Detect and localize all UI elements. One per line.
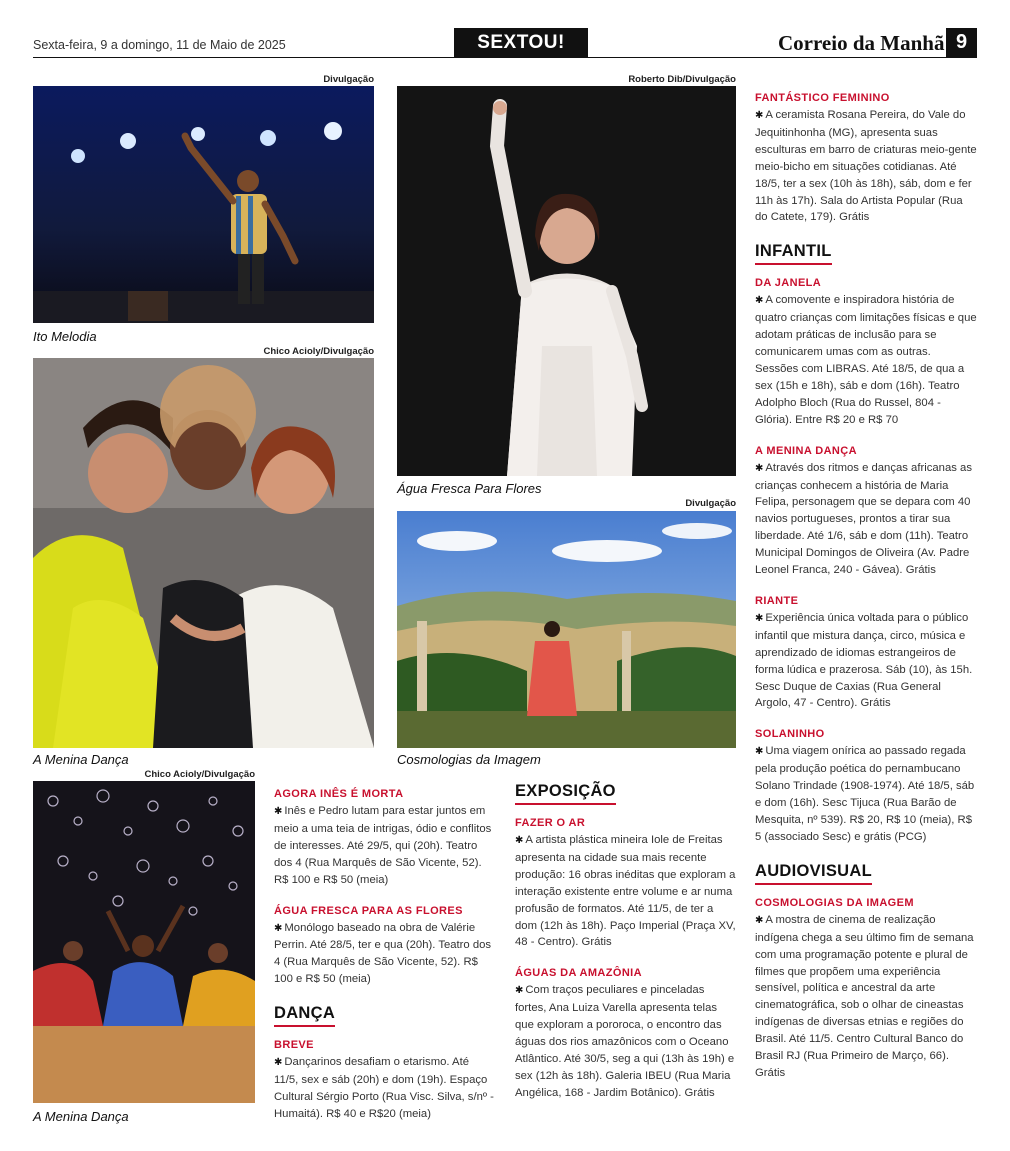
bullet-icon: ✱: [274, 1057, 283, 1069]
photo-credit: Roberto Dib/Divulgação: [628, 74, 736, 85]
column-exposicao: [515, 782, 736, 1118]
listing-body: Experiência única voltada para o público infantil que mistura dança, circo, música e aprendizado de idiomas estrangeiros de forma lúdica e prazerosa. Sáb (10), às 15h. Sesc Duque de Caxias (Rua General Argolo, 47 - Centro). Grátis: [755, 611, 973, 710]
listing-item: [274, 1039, 496, 1123]
section-heading-exposicao: EXPOSIÇÃO: [515, 782, 616, 805]
listing-title: ÁGUA FRESCA PARA AS FLORES: [274, 904, 463, 917]
photo-trio-singers: [33, 358, 374, 748]
listing-item: [755, 728, 977, 845]
bullet-icon: ✱: [274, 806, 283, 817]
photo-caption: Ito Melodia: [33, 329, 97, 344]
listing-item: [755, 897, 977, 1082]
listing-item: [274, 788, 496, 889]
newspaper-brand: Correio da Manhã: [778, 31, 945, 55]
bullet-icon: ✱: [755, 295, 764, 307]
listing-title: RIANTE: [755, 594, 799, 607]
page-header: [33, 28, 977, 58]
photo-credit: Chico Acioly/Divulgação: [144, 769, 255, 780]
listing-body: A ceramista Rosana Pereira, do Vale do Jequitinhonha (MG), apresenta suas esculturas em barro de criaturas meio-gente meio-bicho em situações cotidianas. Até 18/5, ter a sex (10h às 18h), sáb, dom e fer 11h às 17h). Sala do Artista Popular (Rua do Catete, 179). Grátis: [755, 109, 977, 224]
listing-body: A artista plástica mineira Iole de Freitas apresenta na cidade sua mais recente produção: 16 obras inéditas que exploram a interação existente entre volume e ar numa profusão de formatos. Até 11/5, de ter a dom (12h às 18h). Paço Imperial (Praça XV, 48 - Centro). Grátis: [515, 834, 736, 949]
photo-caption: A Menina Dança: [33, 752, 129, 767]
page-number: 9: [946, 28, 977, 57]
photo-agua-fresca: [397, 86, 736, 476]
section-heading-audiovisual: AUDIOVISUAL: [755, 862, 872, 885]
listing-body: Com traços peculiares e pinceladas fortes, Ana Luiza Varella apresenta telas que exploram a pororoca, o encontro das águas dos rios amazônicos com o Oceano Atlântico. Até 30/5, seg a qui (13h às 19h) e sex (12h às 18h). Galeria IBEU (Rua Maria Angélica, 168 - Jardim Botânico). Grátis: [515, 984, 735, 1099]
photo-menina-danca: [33, 781, 255, 1103]
listing-item: [755, 595, 977, 712]
issue-date: Sexta-feira, 9 a domingo, 11 de Maio de 2025: [33, 38, 286, 52]
section-tag: SEXTOU!: [454, 28, 588, 57]
listing-title: COSMOLOGIAS DA IMAGEM: [755, 896, 914, 909]
bullet-icon: ✱: [515, 985, 524, 997]
photo-ito-melodia: [33, 86, 374, 323]
listing-body: A comovente e inspiradora história de quatro crianças com limitações físicas e que adotam práticas de inclusão para se comunicarem umas com as outras. Sessões com LIBRAS. Até 18/5, de qua a sex (15h e 18h), sáb e dom (16h). Teatro Adolpho Bloch (Rua do Russel, 804 - Glória). Entre R$ 20 e R$ 70: [755, 294, 977, 426]
listing-title: SOLANINHO: [755, 728, 825, 741]
photo-credit: Divulgação: [323, 74, 374, 85]
photo-caption: Cosmologias da Imagem: [397, 752, 541, 767]
listing-item: [755, 277, 977, 428]
listing-item: [755, 92, 977, 226]
listing-body: Monólogo baseado na obra de Valérie Perrin. Até 28/5, ter e qua (20h). Teatro dos 4 (Rua Marquês de São Vicente, 52). R$ 100 e R$ 50 (meia): [274, 921, 492, 986]
listing-item: [515, 967, 736, 1101]
listing-body: Uma viagem onírica ao passado regada pela produção poética do pernambucano Solano Trindade (1908-1974). Até 18/5, sáb e dom (16h). Sesc Tijuca (Rua Barão de Mesquita, nº 539). R$ 20, R$ 10 (meia), R$ 5 (associado Sesc) e grátis (PCG): [755, 745, 975, 843]
section-heading-danca: DANÇA: [274, 1004, 335, 1027]
listing-body: Dançarinos desafiam o etarismo. Até 11/5, sex e sáb (20h) e dom (19h). Espaço Cultural Sérgio Porto (Rua Visc. Silva, s/nº - Humaitá). R$ 40 e R$20 (meia): [274, 1056, 494, 1120]
bullet-icon: ✱: [755, 110, 764, 121]
listing-title: A MENINA DANÇA: [755, 444, 857, 457]
listing-body: Inês e Pedro lutam para estar juntos em meio a uma teia de intrigas, ódio e conflitos de interesses. Até 29/5, qui (20h). Teatro dos 4 (Rua Marquês de São Vicente, 52). R$ 100 e R$ 50 (meia): [274, 805, 492, 886]
section-heading-infantil: INFANTIL: [755, 242, 832, 265]
listing-title: BREVE: [274, 1039, 314, 1052]
bullet-icon: ✱: [515, 835, 524, 846]
photo-caption: A Menina Dança: [33, 1109, 129, 1124]
photo-cosmologias: [397, 511, 736, 748]
bullet-icon: ✱: [755, 746, 764, 758]
listing-body: A mostra de cinema de realização indígena chega a seu último fim de semana com uma programação potente e plural de filmes que propõem uma experiência sensível, política e ancestral da arte cinematográfica, sob o olhar de cineastas indígenas de diversas etnias e regiões do Brasil. Até 11/5. Centro Cultural Banco do Brasil RJ (Rua Primeiro de Março, 66). Grátis: [755, 913, 974, 1079]
listing-title: AGORA INÊS É MORTA: [274, 788, 404, 800]
photo-credit: Chico Acioly/Divulgação: [263, 346, 374, 357]
listing-title: DA JANELA: [755, 277, 822, 290]
column-right: [755, 92, 977, 1098]
bullet-icon: ✱: [755, 612, 764, 624]
bullet-icon: ✱: [274, 922, 283, 934]
photo-credit: Divulgação: [685, 498, 736, 509]
listing-item: [515, 817, 736, 951]
bullet-icon: ✱: [755, 462, 764, 474]
listing-title: ÁGUAS DA AMAZÔNIA: [515, 967, 642, 980]
bullet-icon: ✱: [755, 914, 764, 926]
listing-item: [274, 905, 496, 989]
photo-caption: Água Fresca Para Flores: [397, 481, 542, 496]
listing-title: FAZER O AR: [515, 817, 586, 829]
listing-title: FANTÁSTICO FEMININO: [755, 92, 890, 104]
listing-body: Através dos ritmos e danças africanas as crianças conhecem a história de Maria Felipa, personagem que se depara com 40 navios portugueses, prontos a tirar sua liberdade. Até 1/6, sáb e dom (11h). Teatro Municipal Domingos de Oliveira (Av. Padre Leonel Franca, 240 - Gávea). Grátis: [755, 461, 972, 577]
listing-item: [755, 445, 977, 579]
column-teatro: [274, 788, 496, 1139]
